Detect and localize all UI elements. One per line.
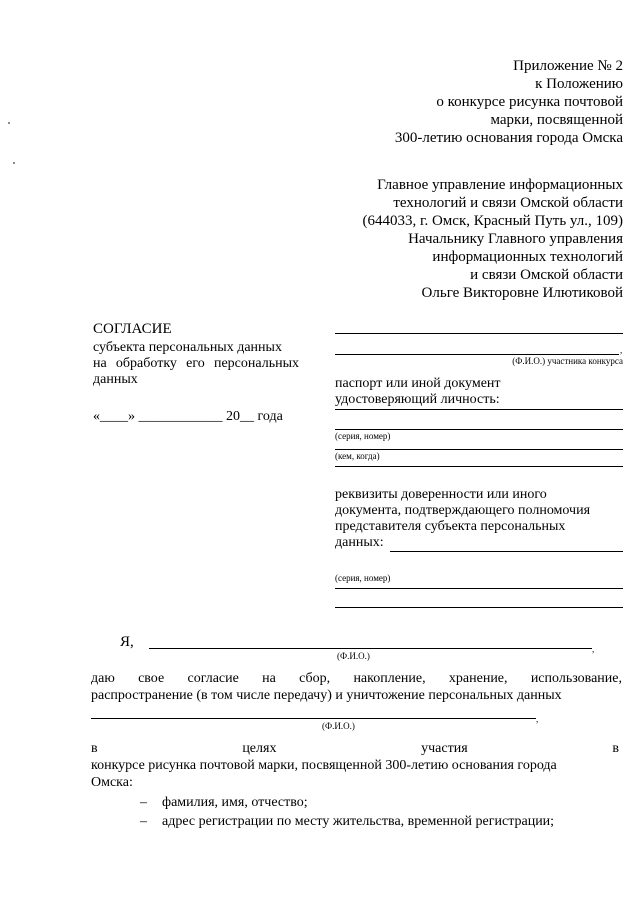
- consent-statement-line-2: распространение (в том числе передачу) и уничтожение персональных данных: [91, 688, 562, 703]
- purpose-line-3: Омска:: [91, 775, 133, 790]
- appendix-line: Приложение № 2: [513, 58, 623, 74]
- fio-line-body[interactable]: [91, 718, 536, 719]
- word: сбор,: [299, 671, 331, 686]
- power-series-line[interactable]: [335, 588, 623, 589]
- appendix-line: марки, посвященной: [490, 112, 623, 128]
- scan-speck: [13, 162, 15, 164]
- ya-label: Я,: [120, 634, 134, 650]
- issued-line-2[interactable]: [335, 466, 623, 467]
- series-caption-2: (серия, номер): [335, 573, 391, 583]
- consent-subtitle-line: субъекта персональных данных: [93, 340, 282, 355]
- word: использование,: [530, 671, 622, 686]
- word: согласие: [187, 671, 239, 686]
- issued-caption: (кем, когда): [335, 451, 380, 461]
- list-bullet: –: [140, 814, 147, 829]
- addressee-line: Начальнику Главного управления: [408, 231, 623, 247]
- appendix-line: 300-летию основания города Омска: [394, 130, 623, 146]
- word: хранение,: [448, 671, 508, 686]
- passport-label-line: паспорт или иной документ: [335, 376, 501, 391]
- fio-comma-2: ,: [536, 714, 539, 724]
- power-label-line: документа, подтверждающего полномочия: [335, 503, 591, 518]
- passport-label-line: удостоверяющий личность:: [335, 392, 500, 407]
- power-extra-line[interactable]: [335, 607, 623, 608]
- word: в: [612, 741, 619, 756]
- word: свое: [138, 671, 165, 686]
- list-item: адрес регистрации по месту жительства, временной регистрации;: [162, 814, 555, 829]
- ya-fio-line[interactable]: [149, 648, 592, 649]
- addressee-line: (644033, г. Омск, Красный Путь ул., 109): [362, 213, 623, 229]
- fio-comma: ,: [620, 345, 623, 355]
- word: участия: [421, 741, 468, 756]
- addressee-line: и связи Омской области: [470, 267, 623, 283]
- passport-line[interactable]: [335, 409, 623, 410]
- addressee-line: Ольге Викторовне Илютиковой: [421, 285, 623, 301]
- issued-line[interactable]: [335, 449, 623, 450]
- fio-participant-caption: (Ф.И.О.) участника конкурса: [512, 356, 623, 366]
- scan-speck: [8, 122, 10, 124]
- word: накопление,: [353, 671, 426, 686]
- power-label-line: реквизиты доверенности или иного: [335, 487, 547, 502]
- consent-statement-line-1: [91, 671, 622, 687]
- addressee-line: Главное управление информационных: [377, 177, 623, 193]
- fio-line-1[interactable]: [335, 333, 623, 334]
- appendix-line: о конкурсе рисунка почтовой: [436, 94, 623, 110]
- purpose-line-2: конкурсе рисунка почтовой марки, посвященной 300-летию основания города: [91, 758, 557, 773]
- power-line[interactable]: [390, 551, 623, 552]
- consent-title: СОГЛАСИЕ: [93, 321, 172, 337]
- series-caption: (серия, номер): [335, 431, 391, 441]
- consent-subtitle-line: данных: [93, 372, 138, 387]
- purpose-line-1: [91, 741, 619, 757]
- word: в: [91, 741, 98, 756]
- power-label-line: представителя субъекта персональных: [335, 519, 566, 534]
- series-line[interactable]: [335, 429, 623, 430]
- fio-caption-2: (Ф.И.О.): [322, 721, 355, 731]
- fio-line-2[interactable]: [335, 354, 619, 355]
- appendix-line: к Положению: [535, 76, 623, 92]
- list-bullet: –: [140, 795, 147, 810]
- addressee-line: информационных технологий: [432, 249, 623, 265]
- consent-date-line: «____» ____________ 20__ года: [93, 409, 283, 424]
- addressee-line: технологий и связи Омской области: [393, 195, 623, 211]
- consent-subtitle-line: на обработку его персональных: [93, 356, 299, 371]
- power-label-line: данных:: [335, 535, 384, 550]
- ya-comma: ,: [592, 644, 595, 654]
- word: даю: [91, 671, 115, 686]
- word: целях: [242, 741, 277, 756]
- word: на: [262, 671, 276, 686]
- list-item: фамилия, имя, отчество;: [162, 795, 308, 810]
- fio-caption-1: (Ф.И.О.): [337, 651, 370, 661]
